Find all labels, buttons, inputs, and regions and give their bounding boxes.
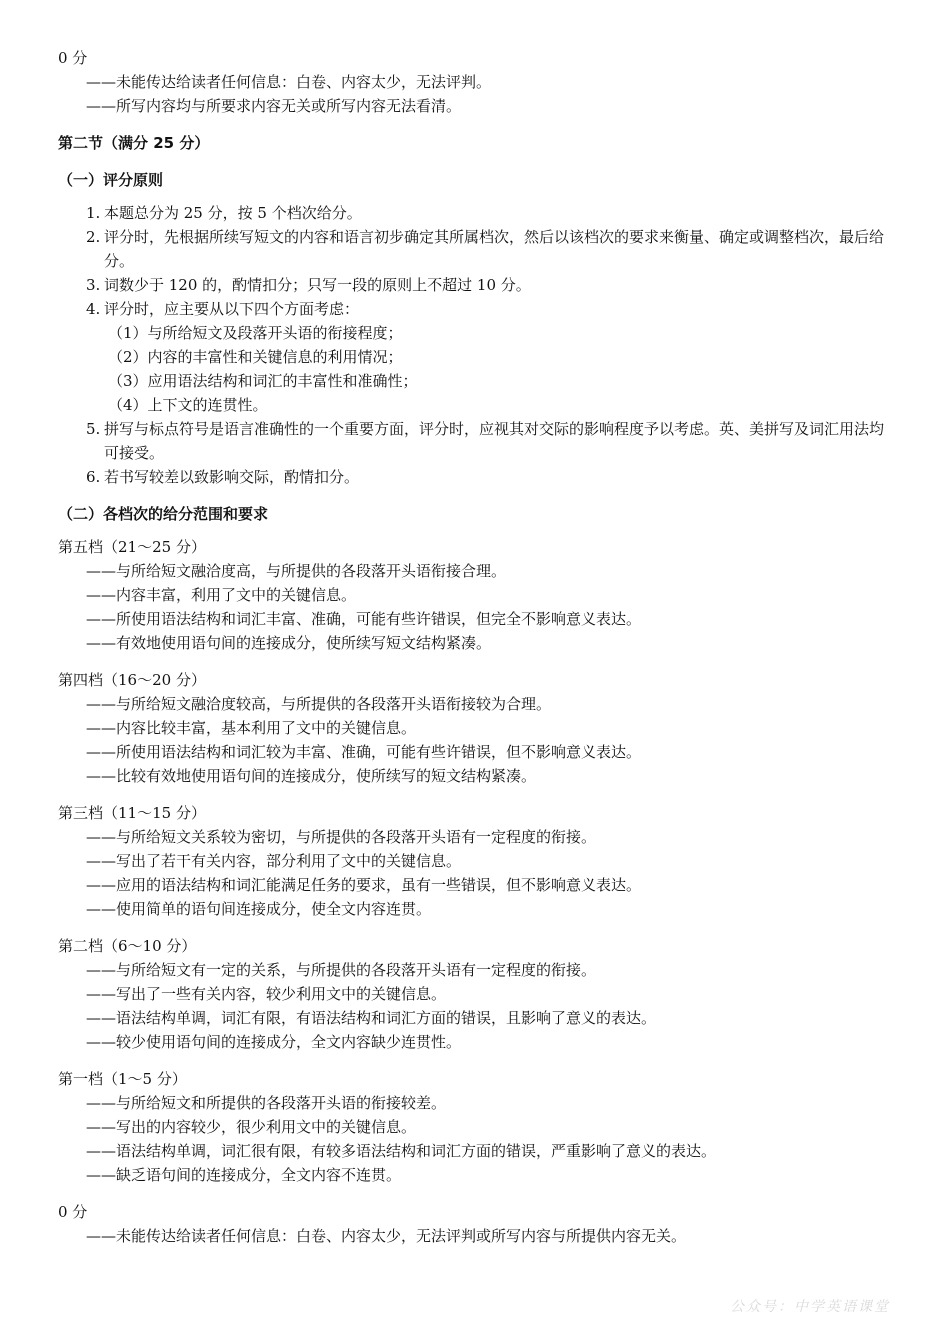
band-four <box>58 668 898 788</box>
bands-title: （二）各档次的给分范围和要求 <box>58 505 269 523</box>
band-line: ——较少使用语句间的连接成分，全文内容缺少连贯性。 <box>86 1033 462 1051</box>
list-item: 3. 词数少于 120 的，酌情扣分；只写一段的原则上不超过 10 分。 <box>86 276 531 294</box>
band-zero <box>58 1200 898 1248</box>
band-line: ——内容比较丰富，基本利用了文中的关键信息。 <box>86 719 417 737</box>
principles-list <box>58 201 898 321</box>
band-line: ——与所给短文和所提供的各段落开头语的衔接较差。 <box>86 1094 447 1112</box>
band-line: ——未能传达给读者任何信息：白卷、内容太少，无法评判或所写内容与所提供内容无关。 <box>86 1227 687 1245</box>
top-line: ——未能传达给读者任何信息：白卷、内容太少，无法评判。 <box>86 73 492 91</box>
list-item: 1. 本题总分为 25 分，按 5 个档次给分。 <box>86 204 362 222</box>
band-line: ——写出的内容较少，很少利用文中的关键信息。 <box>86 1118 417 1136</box>
band-line: ——有效地使用语句间的连接成分，使所续写短文结构紧凑。 <box>86 634 492 652</box>
sub-item: （4）上下文的连贯性。 <box>108 396 268 414</box>
band-line: ——语法结构单调，词汇有限，有语法结构和词汇方面的错误，且影响了意义的表达。 <box>86 1009 657 1027</box>
band-label: 0 分 <box>58 1203 88 1221</box>
band-label: 第五档（21～25 分） <box>58 538 206 556</box>
band-line: ——与所给短文关系较为密切，与所提供的各段落开头语有一定程度的衔接。 <box>86 828 597 846</box>
document-page <box>58 46 898 1248</box>
list-item: 2. 评分时，先根据所续写短文的内容和语言初步确定其所属档次，然后以该档次的要求来衡量、确定或调整档次，最后给分。 <box>86 228 885 270</box>
band-line: ——应用的语法结构和词汇能满足任务的要求，虽有一些错误，但不影响意义表达。 <box>86 876 642 894</box>
band-five <box>58 535 898 655</box>
band-line: ——使用简单的语句间连接成分，使全文内容连贯。 <box>86 900 432 918</box>
top-line: ——所写内容均与所要求内容无关或所写内容无法看清。 <box>86 97 462 115</box>
band-line: ——内容丰富，利用了文中的关键信息。 <box>86 586 357 604</box>
band-line: ——与所给短文融洽度高，与所提供的各段落开头语衔接合理。 <box>86 562 507 580</box>
list-item: 4. 评分时，应主要从以下四个方面考虑： <box>86 300 360 318</box>
principles-list-cont <box>58 417 898 489</box>
band-line: ——所使用语法结构和词汇丰富、准确，可能有些许错误，但完全不影响意义表达。 <box>86 610 642 628</box>
band-one <box>58 1067 898 1187</box>
top-score-label: 0 分 <box>58 49 88 67</box>
section2-title: 第二节（满分 25 分） <box>58 134 210 152</box>
sub-item: （1）与所给短文及段落开头语的衔接程度； <box>108 324 403 342</box>
list-item: 6. 若书写较差以致影响交际，酌情扣分。 <box>86 468 360 486</box>
band-line: ——与所给短文有一定的关系，与所提供的各段落开头语有一定程度的衔接。 <box>86 961 597 979</box>
band-line: ——缺乏语句间的连接成分，全文内容不连贯。 <box>86 1166 402 1184</box>
band-line: ——写出了若干有关内容，部分利用了文中的关键信息。 <box>86 852 462 870</box>
band-line: ——写出了一些有关内容，较少利用文中的关键信息。 <box>86 985 447 1003</box>
watermark: 公众号：中学英语课堂 <box>730 1299 890 1315</box>
band-label: 第二档（6～10 分） <box>58 937 197 955</box>
principles-title: （一）评分原则 <box>58 171 164 189</box>
band-two <box>58 934 898 1054</box>
band-line: ——与所给短文融洽度较高，与所提供的各段落开头语衔接较为合理。 <box>86 695 552 713</box>
band-line: ——语法结构单调，词汇很有限，有较多语法结构和词汇方面的错误，严重影响了意义的表达。 <box>86 1142 717 1160</box>
list-item: 5. 拼写与标点符号是语言准确性的一个重要方面，评分时，应视其对交际的影响程度予以考虑。英、美拼写及词汇用法均可接受。 <box>86 420 885 462</box>
sub-item: （2）内容的丰富性和关键信息的利用情况； <box>108 348 403 366</box>
band-three <box>58 801 898 921</box>
band-line: ——所使用语法结构和词汇较为丰富、准确，可能有些许错误，但不影响意义表达。 <box>86 743 642 761</box>
band-line: ——比较有效地使用语句间的连接成分，使所续写的短文结构紧凑。 <box>86 767 537 785</box>
band-label: 第四档（16～20 分） <box>58 671 206 689</box>
sub-item: （3）应用语法结构和词汇的丰富性和准确性； <box>108 372 418 390</box>
band-label: 第三档（11～15 分） <box>58 804 206 822</box>
band-label: 第一档（1～5 分） <box>58 1070 187 1088</box>
